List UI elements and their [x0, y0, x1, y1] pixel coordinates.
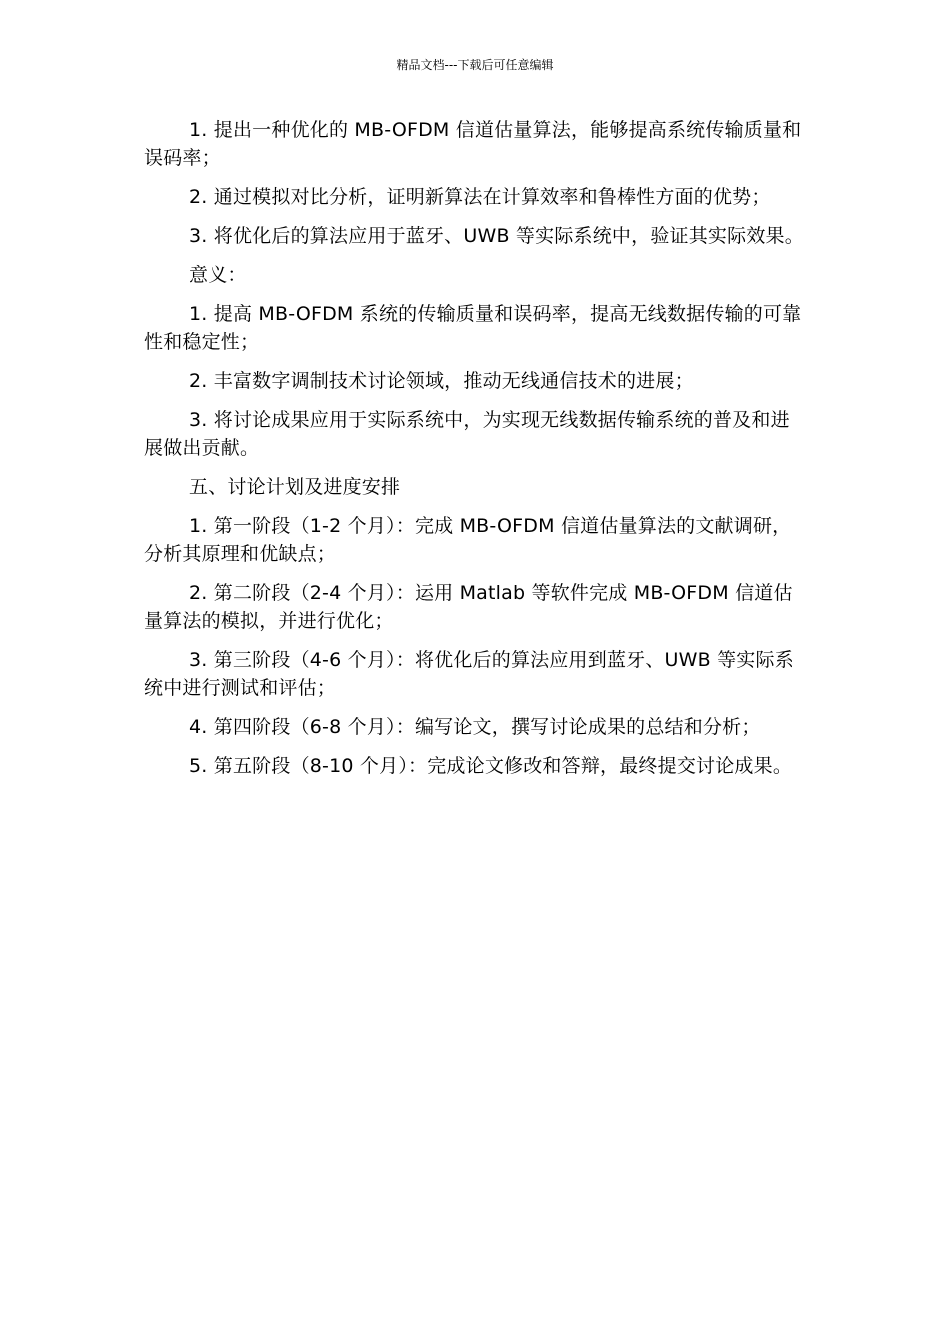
goal-item-2: 2. 通过模拟对比分析，证明新算法在计算效率和鲁棒性方面的优势； [189, 186, 771, 208]
significance-item-2: 2. 丰富数字调制技术讨论领域，推动无线通信技术的进展； [189, 370, 694, 392]
significance-heading: 意义： [189, 264, 247, 286]
document-body [144, 116, 808, 791]
schedule-stage-4: 4. 第四阶段（6-8 个月）：编写论文，撰写讨论成果的总结和分析； [189, 716, 761, 738]
significance-item-3: 3. 将讨论成果应用于实际系统中，为实现无线数据传输系统的普及和进展做出贡献。 [144, 409, 790, 459]
page-header: 精品文档---下载后可任意编辑 [396, 58, 554, 72]
section-heading-schedule: 五、讨论计划及进度安排 [189, 476, 401, 498]
significance-item-1: 1. 提高 MB-OFDM 系统的传输质量和误码率，提高无线数据传输的可靠性和稳定性； [144, 303, 802, 353]
schedule-stage-2: 2. 第二阶段（2-4 个月）：运用 Matlab 等软件完成 MB-OFDM 信道估量算法的模拟，并进行优化； [144, 582, 793, 632]
goal-item-3: 3. 将优化后的算法应用于蓝牙、UWB 等实际系统中，验证其实际效果。 [189, 225, 804, 247]
goal-item-1: 1. 提出一种优化的 MB-OFDM 信道估量算法，能够提高系统传输质量和误码率； [144, 119, 802, 169]
schedule-stage-3: 3. 第三阶段（4-6 个月）：将优化后的算法应用到蓝牙、UWB 等实际系统中进行测试和评估； [144, 649, 794, 699]
schedule-stage-5: 5. 第五阶段（8-10 个月）：完成论文修改和答辩，最终提交讨论成果。 [189, 755, 793, 777]
schedule-stage-1: 1. 第一阶段（1-2 个月）：完成 MB-OFDM 信道估量算法的文献调研，分析其原理和优缺点； [144, 515, 792, 565]
